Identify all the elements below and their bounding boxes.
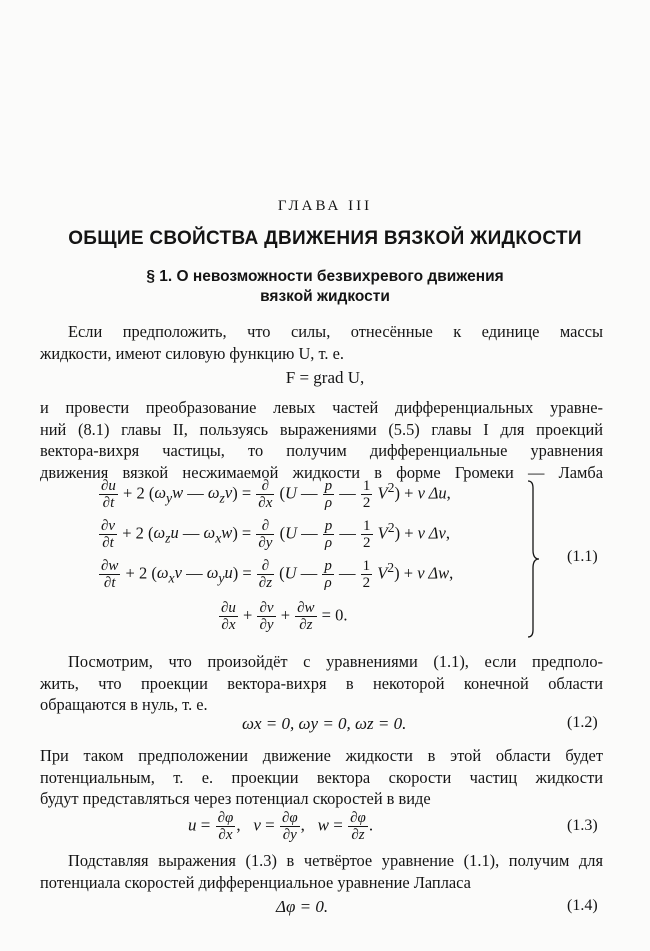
equation-1-3: u = $\frac{\partial\varphi}{\partial x}$ , v = $\frac{\partial\varphi}{\partial y}$ , w = $\frac{\partial\varphi}{\partial z}$ . [188,810,374,843]
chapter-label: ГЛАВА III [277,198,373,214]
equation-number-1-3: (1.3) [567,817,598,834]
equation-number-1-2: (1.2) [567,714,598,731]
paragraph-2-line: ний (8.1) главы II, пользуясь выражениями (5.5) главы I для проекций [40,419,603,439]
paragraph-3-line: жить, что проекции вектора-вихря в некоторой конечной области [40,673,603,693]
paragraph-3 [40,651,603,716]
equation-1-2: ωx = 0, ωy = 0, ωz = 0. [242,714,407,733]
section-title-line2: вязкой жидкости [260,288,390,305]
paragraph-4-line: потенциальным, т. е. проекции вектора скорости частиц жидкости [40,767,603,787]
paragraph-5 [40,850,603,893]
equation-number-1-1: (1.1) [567,548,598,565]
chapter-title: ОБЩИЕ СВОЙСТВА ДВИЖЕНИЯ ВЯЗКОЙ ЖИДКОСТИ [68,228,582,249]
paragraph-2-line: движения вязкой несжимаемой жидкости в форме Громеки — Ламба [40,462,603,482]
paragraph-2-line: и провести преобразование левых частей дифференциальных уравне- [40,398,603,417]
system-brace [528,480,540,638]
paragraph-3-line: обращаются в нуль, т. е. [40,695,208,714]
paragraph-5-line: потенциала скоростей дифференциальное уравнение Лапласа [40,872,471,892]
equation-system-row-w: $\frac{\partial w}{\partial t}$ + 2 ($\omega_xv$ — $\omega_yu$) = $\frac{\partial}{\partial z}$ (U — $\frac{p}{\rho}$ — $\frac{1}{2}$ $V^2) + \nu$ Δw, [101,558,454,591]
paragraph-3-line: Посмотрим, что произойдёт с уравнениями (1.1), если предполо- [68,652,603,671]
paragraph-4 [40,745,603,810]
equation-system-continuity: $\frac{\partial u}{\partial x}$ + $\frac{\partial v}{\partial y}$ + $\frac{\partial w}{\partial z}$ = 0. [221,600,348,633]
paragraph-1-line: Если предположить, что силы, отнесённые к единице массы [68,322,603,341]
paragraph-5-line: Подставляя выражения (1.3) в четвёртое уравнение (1.1), получим для [68,851,603,870]
paragraph-1-line: жидкости, имеют силовую функцию U, т. е. [40,343,344,363]
equation-1-4: Δφ = 0. [276,897,329,916]
equation-system-row-u: $\frac{\partial u}{\partial t}$ + 2 ($\omega_yw$ — $\omega_zv$) = $\frac{\partial}{\partial x}$ (U — $\frac{p}{\rho}$ — $\frac{1}{2}$ $V^2) + \nu$ Δu, [101,478,451,511]
paragraph-2-line: вектора-вихря частицы, то получим дифференциальные уравнения [40,441,603,460]
equation-force: F = grad U, [285,368,365,387]
equation-number-1-4: (1.4) [567,897,598,914]
equation-system-row-v: $\frac{\partial v}{\partial t}$ + 2 ($\omega_zu$ — $\omega_xw$) = $\frac{\partial}{\partial y}$ (U — $\frac{p}{\rho}$ — $\frac{1}{2}$ $V^2) + \nu$ Δv, [101,518,450,551]
paragraph-4-line: При таком предположении движение жидкости в этой области будет [40,746,603,765]
paragraph-4-line: будут представляться через потенциал скоростей в виде [40,789,431,808]
paragraph-1 [40,321,603,364]
paragraph-2 [40,397,603,483]
section-title-line1: § 1. О невозможности безвихревого движения [146,268,504,285]
